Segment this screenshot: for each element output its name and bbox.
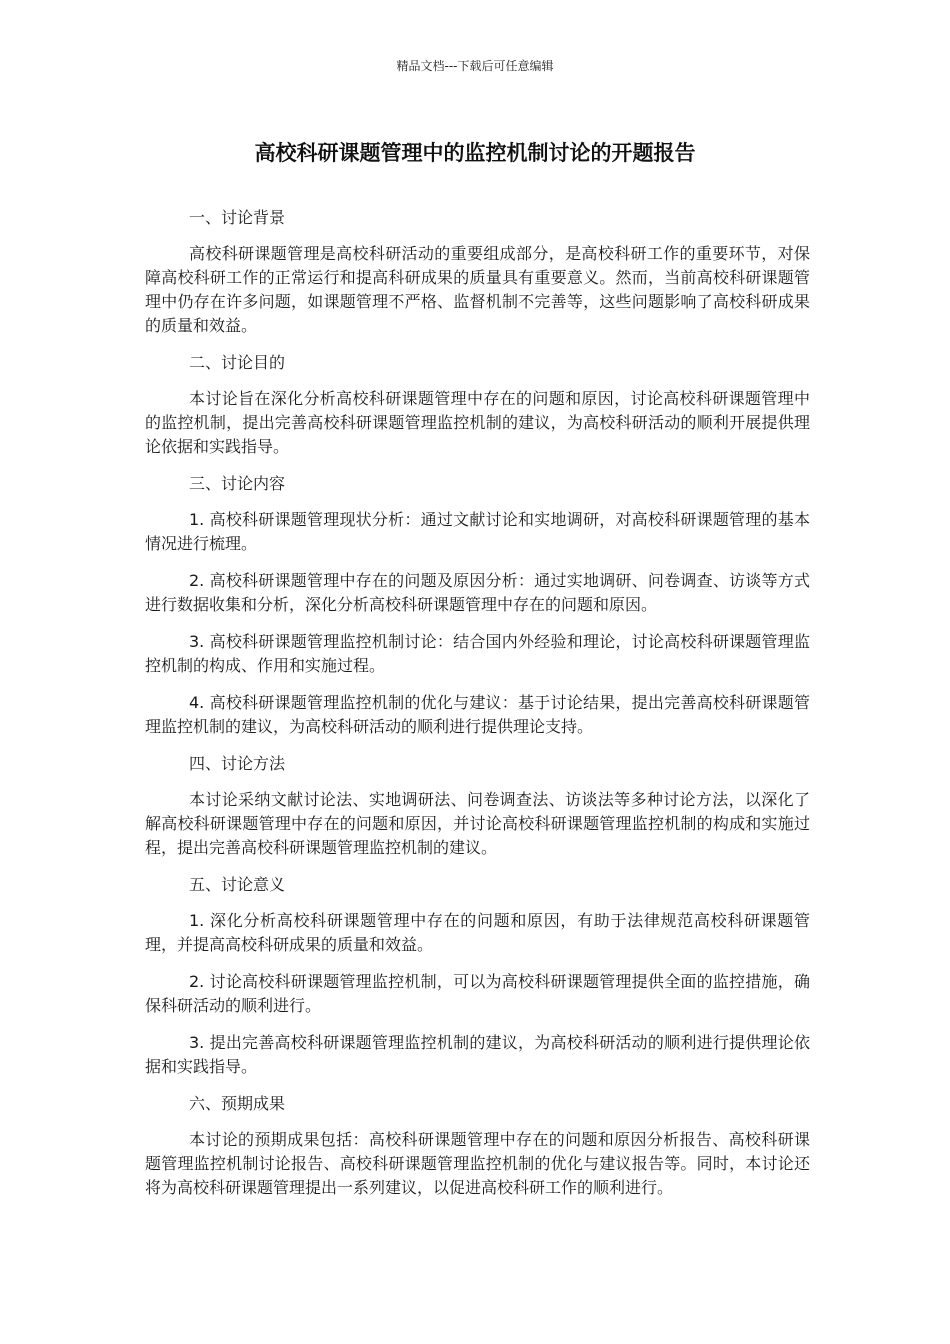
section-heading-background: 一、讨论背景 [189, 208, 286, 227]
document-title: 高校科研课题管理中的监控机制讨论的开题报告 [254, 141, 696, 165]
section-paragraph: 本讨论的预期成果包括：高校科研课题管理中存在的问题和原因分析报告、高校科研课题管理监控机制讨论报告、高校科研课题管理监控机制的优化与建议报告等。同时，本讨论还将为高校科研课题管理提出一系列建议，以促进高校科研工作的顺利进行。 [145, 1130, 810, 1197]
document-body [145, 206, 810, 1213]
section-paragraph: 4. 高校科研课题管理监控机制的优化与建议：基于讨论结果，提出完善高校科研课题管理监控机制的建议，为高校科研活动的顺利进行提供理论支持。 [145, 693, 810, 736]
section-paragraph: 1. 深化分析高校科研课题管理中存在的问题和原因，有助于法律规范高校科研课题管理，并提高高校科研成果的质量和效益。 [145, 911, 810, 954]
section-heading-significance: 五、讨论意义 [189, 875, 286, 894]
section-paragraph: 3. 高校科研课题管理监控机制讨论：结合国内外经验和理论，讨论高校科研课题管理监控机制的构成、作用和实施过程。 [145, 632, 810, 675]
section-paragraph: 高校科研课题管理是高校科研活动的重要组成部分，是高校科研工作的重要环节，对保障高校科研工作的正常运行和提高科研成果的质量具有重要意义。然而，当前高校科研课题管理中仍存在许多问题，如课题管理不严格、监督机制不完善等，这些问题影响了高校科研成果的质量和效益。 [145, 244, 810, 335]
section-paragraph: 本讨论旨在深化分析高校科研课题管理中存在的问题和原因，讨论高校科研课题管理中的监控机制，提出完善高校科研课题管理监控机制的建议，为高校科研活动的顺利开展提供理论依据和实践指导。 [145, 389, 810, 456]
section-paragraph: 2. 讨论高校科研课题管理监控机制，可以为高校科研课题管理提供全面的监控措施，确保科研活动的顺利进行。 [145, 972, 810, 1015]
section-heading-purpose: 二、讨论目的 [189, 353, 286, 372]
section-paragraph: 2. 高校科研课题管理中存在的问题及原因分析：通过实地调研、问卷调查、访谈等方式进行数据收集和分析，深化分析高校科研课题管理中存在的问题和原因。 [145, 571, 810, 614]
header-note: 精品文档---下载后可任意编辑 [396, 59, 554, 73]
section-heading-expected-results: 六、预期成果 [189, 1094, 286, 1113]
section-paragraph: 3. 提出完善高校科研课题管理监控机制的建议，为高校科研活动的顺利进行提供理论依据和实践指导。 [145, 1033, 810, 1076]
section-paragraph: 1. 高校科研课题管理现状分析：通过文献讨论和实地调研，对高校科研课题管理的基本情况进行梳理。 [145, 510, 810, 553]
section-heading-method: 四、讨论方法 [189, 754, 286, 773]
section-heading-content: 三、讨论内容 [189, 474, 286, 493]
section-paragraph: 本讨论采纳文献讨论法、实地调研法、问卷调查法、访谈法等多种讨论方法，以深化了解高校科研课题管理中存在的问题和原因，并讨论高校科研课题管理监控机制的构成和实施过程，提出完善高校科研课题管理监控机制的建议。 [145, 790, 810, 857]
